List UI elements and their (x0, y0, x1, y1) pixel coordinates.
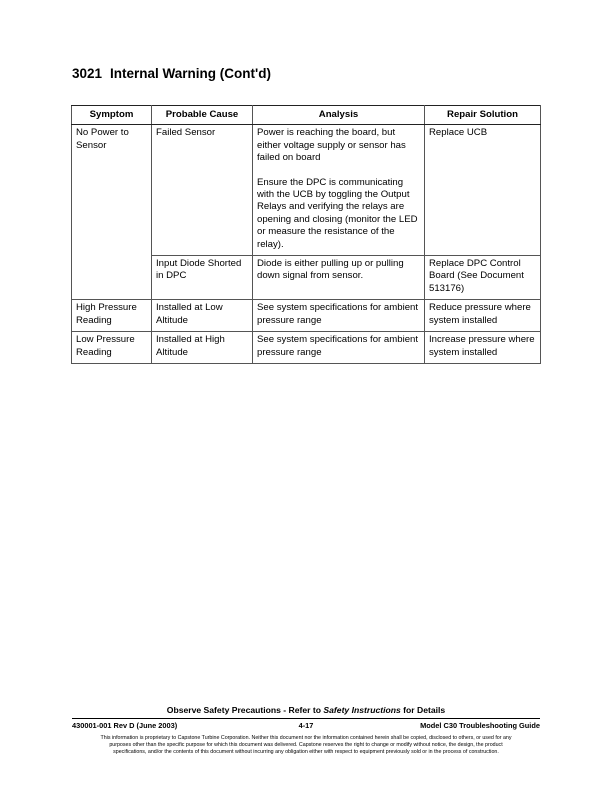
analysis-cell: Diode is either pulling up or pulling down signal from sensor. (253, 256, 425, 300)
safety-prefix: Observe Safety Precautions - Refer to (166, 705, 324, 715)
header-probable-cause: Probable Cause (152, 106, 253, 125)
solution-cell: Reduce pressure where system installed (425, 300, 541, 332)
analysis-paragraph: Power is reaching the board, but either voltage supply or sensor has failed on board (257, 127, 406, 164)
section-heading (72, 66, 271, 81)
proprietary-notice (72, 735, 540, 756)
footer-divider (72, 718, 540, 719)
section-number: 3021 (72, 66, 103, 81)
table-header-row (72, 106, 541, 125)
table-row (72, 300, 541, 332)
notice-line: specifications, and/or the contents of this document without incurring any obligation either with respect to equipment previously sold or in the process of construction. (113, 749, 499, 755)
cause-cell: Installed at Low Altitude (152, 300, 253, 332)
table-row (72, 332, 541, 364)
table-row (72, 125, 541, 256)
solution-cell: Increase pressure where system installed (425, 332, 541, 364)
analysis-cell: See system specifications for ambient pressure range (253, 332, 425, 364)
solution-cell: Replace UCB (425, 125, 541, 256)
cause-cell: Installed at High Altitude (152, 332, 253, 364)
section-title: Internal Warning (Cont'd) (110, 66, 271, 81)
symptom-cell: No Power to Sensor (72, 125, 152, 300)
analysis-cell: See system specifications for ambient pressure range (253, 300, 425, 332)
safety-notice (0, 705, 612, 715)
header-repair-solution: Repair Solution (425, 106, 541, 125)
solution-cell: Replace DPC Control Board (See Document 513176) (425, 256, 541, 300)
document-id: 430001-001 Rev D (June 2003) (72, 721, 178, 730)
header-analysis: Analysis (253, 106, 425, 125)
page-number: 4-17 (298, 721, 314, 730)
header-symptom: Symptom (72, 106, 152, 125)
cause-cell: Input Diode Shorted in DPC (152, 256, 253, 300)
safety-suffix: for Details (400, 705, 446, 715)
troubleshooting-table (71, 105, 541, 364)
analysis-cell (253, 125, 425, 256)
cause-cell: Failed Sensor (152, 125, 253, 256)
guide-title: Model C30 Troubleshooting Guide (420, 721, 540, 730)
symptom-cell: High Pressure Reading (72, 300, 152, 332)
notice-line: This information is proprietary to Capstone Turbine Corporation. Neither this document nor the information contained herein shall be copied, disclosed to others, or used for any (100, 735, 512, 741)
symptom-cell: Low Pressure Reading (72, 332, 152, 364)
notice-line: purposes other than the specific purpose for which this document was delivered. Capstone reserves the right to change or modify without notice, the design, the product (109, 742, 503, 748)
safety-instructions-ref: Safety Instructions (323, 705, 401, 715)
analysis-paragraph: Ensure the DPC is communicating with the UCB by toggling the Output Relays and verifying the relays are opening and closing (monitor the LED or measure the resistance of the relay). (257, 176, 418, 250)
